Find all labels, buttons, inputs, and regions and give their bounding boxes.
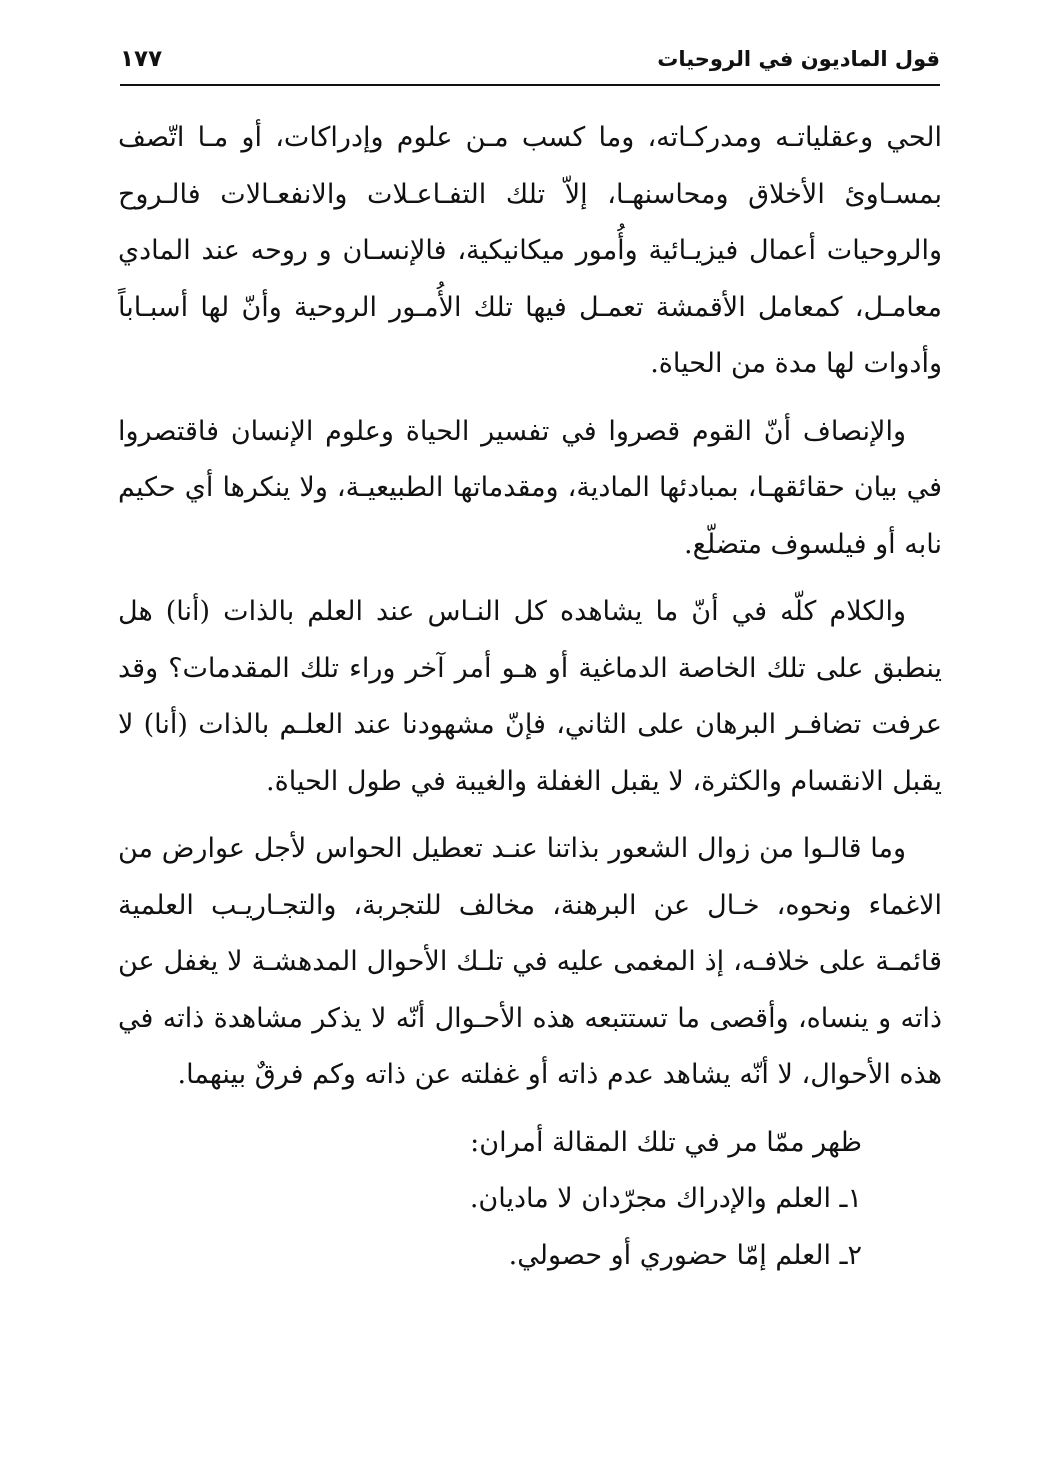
body-text: [118, 110, 942, 1284]
running-header: [120, 40, 940, 86]
paragraph-fairness: والإنصاف أنّ القوم قصروا في تفسير الحياة وعلوم الإنسان فاقتصروا في بيان حقائقهـا، بمبادئها المادية، ومقدماتها الطبيعيـة، ولا ينكرها أي حكيم نابه أو فيلسوف متضلّع.: [118, 415, 942, 560]
paragraph-continued: الحي وعقلياتـه ومدركـاته، وما كسب مـن علوم وإدراكات، أو مـا اتّصف بمسـاوئ الأخلاق ومحاسنهـا، إلاّ تلك التفـاعـلات والانفعـالات فالـروح والروحيات أعمال فيزيـائية وأُمور ميكانيكية، فالإنسـان و روحه عند المادي معامـل، كمعامل الأقمشة تعمـل فيها تلك الأُمـور الروحية وأنّ لها أسبـاباً وأدوات لها مدة من الحياة.: [118, 122, 942, 379]
header-rule: [120, 84, 940, 86]
conclusion-item: ١ـ العلم والإدراك مجرّدان لا ماديان.: [469, 1183, 862, 1214]
conclusion-block: [118, 1115, 862, 1285]
conclusion-intro: ظهر ممّا مر في تلك المقالة أمران:: [470, 1126, 862, 1158]
page-number: ١٧٧: [120, 46, 163, 72]
running-title: قول الماديون في الروحيات: [657, 47, 940, 71]
paragraph-loss-of-consciousness: وما قالـوا من زوال الشعور بذاتنا عنـد تعطيل الحواس لأجل عوارض من الاغماء ونحوه، خـال عن البرهنة، مخالف للتجربة، والتجـاريـب العلمية قائمـة على خلافـه، إذ المغمى عليه في تلـك الأحوال المدهشـة لا يغفل عن ذاته و ينساه، وأقصى ما تستتبعه هذه الأحـوال أنّه لا يذكر مشاهدة ذاته في هذه الأحوال، لا أنّه يشاهد عدم ذاته أو غفلته عن ذاته وكم فرقٌ بينهما.: [118, 833, 942, 1090]
conclusion-item: ٢ـ العلم إمّا حضوري أو حصولي.: [508, 1239, 862, 1271]
paragraph-self-knowledge: والكلام كلّه في أنّ ما يشاهده كل النـاس عند العلم بالذات (أنا) هل ينطبق على تلك الخاصة الدماغية أو هـو أمر آخر وراء تلك المقدمات؟ وقد عرفت تضافـر البرهان على الثاني، فإنّ مشهودنا عند العلـم بالذات (أنا) لا يقبل الانقسام والكثرة، لا يقبل الغفلة والغيبة في طول الحياة.: [118, 596, 942, 797]
